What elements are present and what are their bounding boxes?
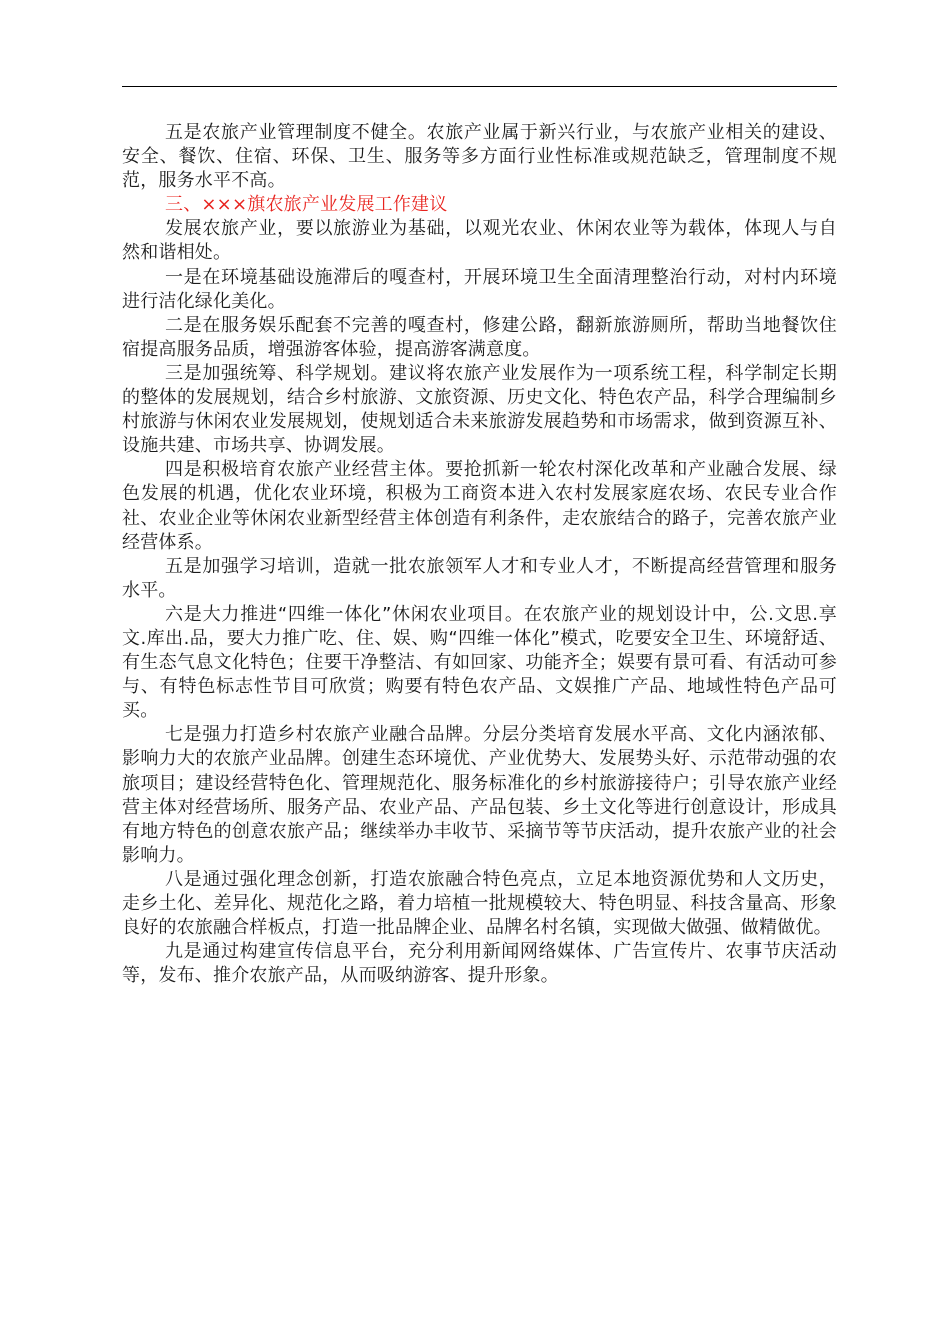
paragraph-item-3: 三是加强统筹、科学规划。建议将农旅产业发展作为一项系统工程，科学制定长期的整体的发展规划，结合乡村旅游、文旅资源、历史文化、特色农产品，科学合理编制乡村旅游与休闲农业发展规划，使规划适合未来旅游发展趋势和市场需求，做到资源互补、设施共建、市场共享、协调发展。 [122,362,837,457]
document-body [122,121,837,988]
paragraph-management-system: 五是农旅产业管理制度不健全。农旅产业属于新兴行业，与农旅产业相关的建设、安全、餐饮、住宿、环保、卫生、服务等多方面行业性标准或规范缺乏，管理制度不规范，服务水平不高。 [122,122,837,192]
paragraph-item-4: 四是积极培育农旅产业经营主体。要抢抓新一轮农村深化改革和产业融合发展、绿色发展的机遇，优化农业环境，积极为工商资本进入农村发展家庭农场、农民专业合作社、农业企业等休闲农业新型经营主体创造有利条件，走农旅结合的路子，完善农旅产业经营体系。 [122,459,837,553]
paragraph-intro: 发展农旅产业，要以旅游业为基础，以观光农业、休闲农业等为载体，体现人与自然和谐相处。 [122,218,837,264]
header-rule [122,86,837,87]
paragraph-item-8: 八是通过强化理念创新，打造农旅融合特色亮点，立足本地资源优势和人文历史，走乡土化、差异化、规范化之路，着力培植一批规模较大、特色明显、科技含量高、形象良好的农旅融合样板点，打造一批品牌企业、品牌名村名镇，实现做大做强、做精做优。 [122,868,837,939]
paragraph-item-7: 七是强力打造乡村农旅产业融合品牌。分层分类培育发展水平高、文化内涵浓郁、影响力大的农旅产业品牌。创建生态环境优、产业优势大、发展势头好、示范带动强的农旅项目；建设经营特色化、管理规范化、服务标准化的乡村旅游接待户；引导农旅产业经营主体对经营场所、服务产品、农业产品、产品包装、乡土文化等进行创意设计，形成具有地方特色的创意农旅产品；继续举办丰收节、采摘节等节庆活动，提升农旅产业的社会影响力。 [122,724,837,866]
paragraph-item-5: 五是加强学习培训，造就一批农旅领军人才和专业人才，不断提高经营管理和服务水平。 [122,555,837,601]
paragraph-item-9: 九是通过构建宣传信息平台，充分利用新闻网络媒体、广告宣传片、农事节庆活动等，发布、推介农旅产品，从而吸纳游客、提升形象。 [122,941,837,987]
paragraph-item-1: 一是在环境基础设施滞后的嘎查村，开展环境卫生全面清理整治行动，对村内环境进行洁化绿化美化。 [122,266,837,312]
paragraph-item-2: 二是在服务娱乐配套不完善的嘎查村，修建公路，翻新旅游厕所，帮助当地餐饮住宿提高服务品质，增强游客体验，提高游客满意度。 [122,314,837,360]
section-heading-suggestions: 三、×××旗农旅产业发展工作建议 [165,194,448,216]
paragraph-item-6: 六是大力推进“四维一体化”休闲农业项目。在农旅产业的规划设计中，公.文思.享文.库出.品，要大力推广吃、住、娱、购“四维一体化”模式，吃要安全卫生、环境舒适、有生态气息文化特色；住要干净整洁、有如回家、功能齐全；娱要有景可看、有活动可参与、有特色标志性节目可欣赏；购要有特色农产品、文娱推广产品、地域性特色产品可买。 [122,603,837,722]
